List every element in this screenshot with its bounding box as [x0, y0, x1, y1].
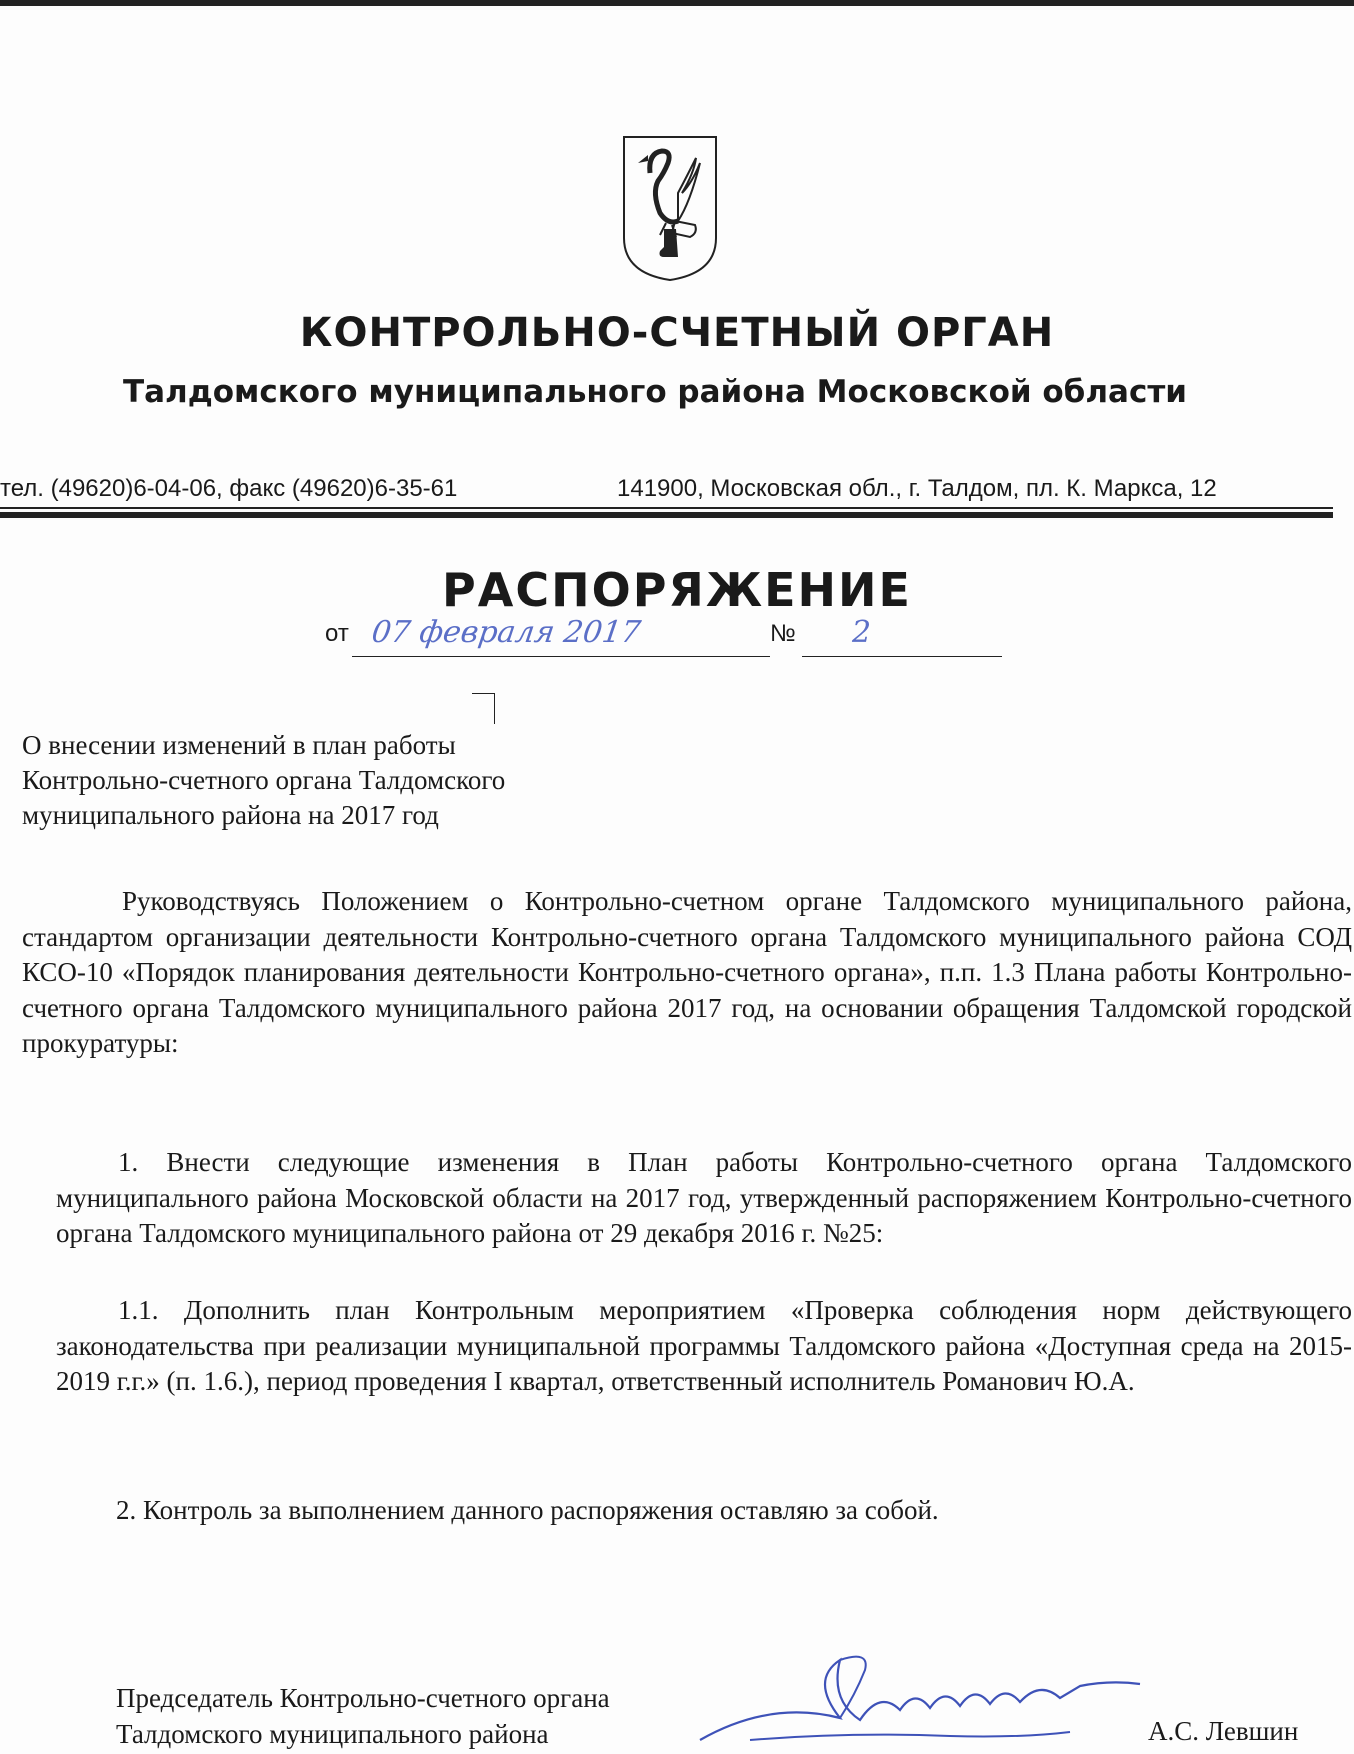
signatory-name: А.С. Левшин [1148, 1716, 1299, 1746]
header-divider-thick [0, 512, 1333, 518]
subject-line: Контрольно-счетного органа Талдомского [22, 765, 506, 795]
document-subject [22, 728, 662, 833]
header-divider-thin [0, 507, 1333, 509]
signatory-title [116, 1680, 610, 1752]
handwritten-signature [690, 1640, 1160, 1754]
order-item-1-1: 1.1. Дополнить план Контрольным мероприятием «Проверка соблюдения норм действующего законодательства при реализации муниципальной программы Талдомского района «Доступная среда на 2015-2019 г.г.» (п. 1.6.), период проведения I квартал, ответственный исполнитель Романович Ю.А. [56, 1295, 1352, 1396]
order-item-2: 2. Контроль за выполнением данного распоряжения оставляю за собой. [116, 1495, 939, 1525]
scan-top-edge [0, 0, 1354, 6]
handwritten-number: 2 [852, 615, 872, 650]
subject-corner-mark [472, 693, 495, 724]
handwritten-date: 07 февраля 2017 [369, 615, 643, 650]
phone-fax: тел. (49620)6-04-06, факс (49620)6-35-61 [0, 475, 458, 502]
signatory-title-line: Талдомского муниципального района [116, 1719, 549, 1749]
address: 141900, Московская обл., г. Талдом, пл. К. Маркса, 12 [617, 475, 1217, 502]
number-prefix: № [770, 620, 796, 647]
org-subtitle: Талдомского муниципального района Московской области [122, 374, 1188, 410]
subject-line: муниципального района на 2017 год [22, 800, 439, 830]
subject-line: О внесении изменений в план работы [22, 730, 456, 760]
org-title: КОНТРОЛЬНО-СЧЕТНЫЙ ОРГАН [299, 310, 1055, 356]
order-item-1: 1. Внести следующие изменения в План работы Контрольно-счетного органа Талдомского муниципального района Московской области на 2017 год, утвержденный распоряжением Контрольно-счетного органа Талдомского муниципального района от 29 декабря 2016 г. №25: [56, 1147, 1352, 1248]
number-blank-line [802, 620, 1002, 657]
date-prefix: от [325, 620, 349, 647]
preamble-paragraph: Руководствуясь Положением о Контрольно-счетном органе Талдомского муниципального района, стандартом организации деятельности Контрольно-счетного органа Талдомского муниципального района СОД КСО-10 «Порядок планирования деятельности Контрольно-счетного органа», п.п. 1.3 Плана работы Контрольно-счетного органа Талдомского муниципального района 2017 год, на основании обращения Талдомской городской прокуратуры: [22, 886, 1352, 1058]
signatory-title-line: Председатель Контрольно-счетного органа [116, 1683, 610, 1713]
document-type: РАСПОРЯЖЕНИЕ [442, 563, 912, 617]
coat-of-arms-icon [620, 133, 720, 283]
